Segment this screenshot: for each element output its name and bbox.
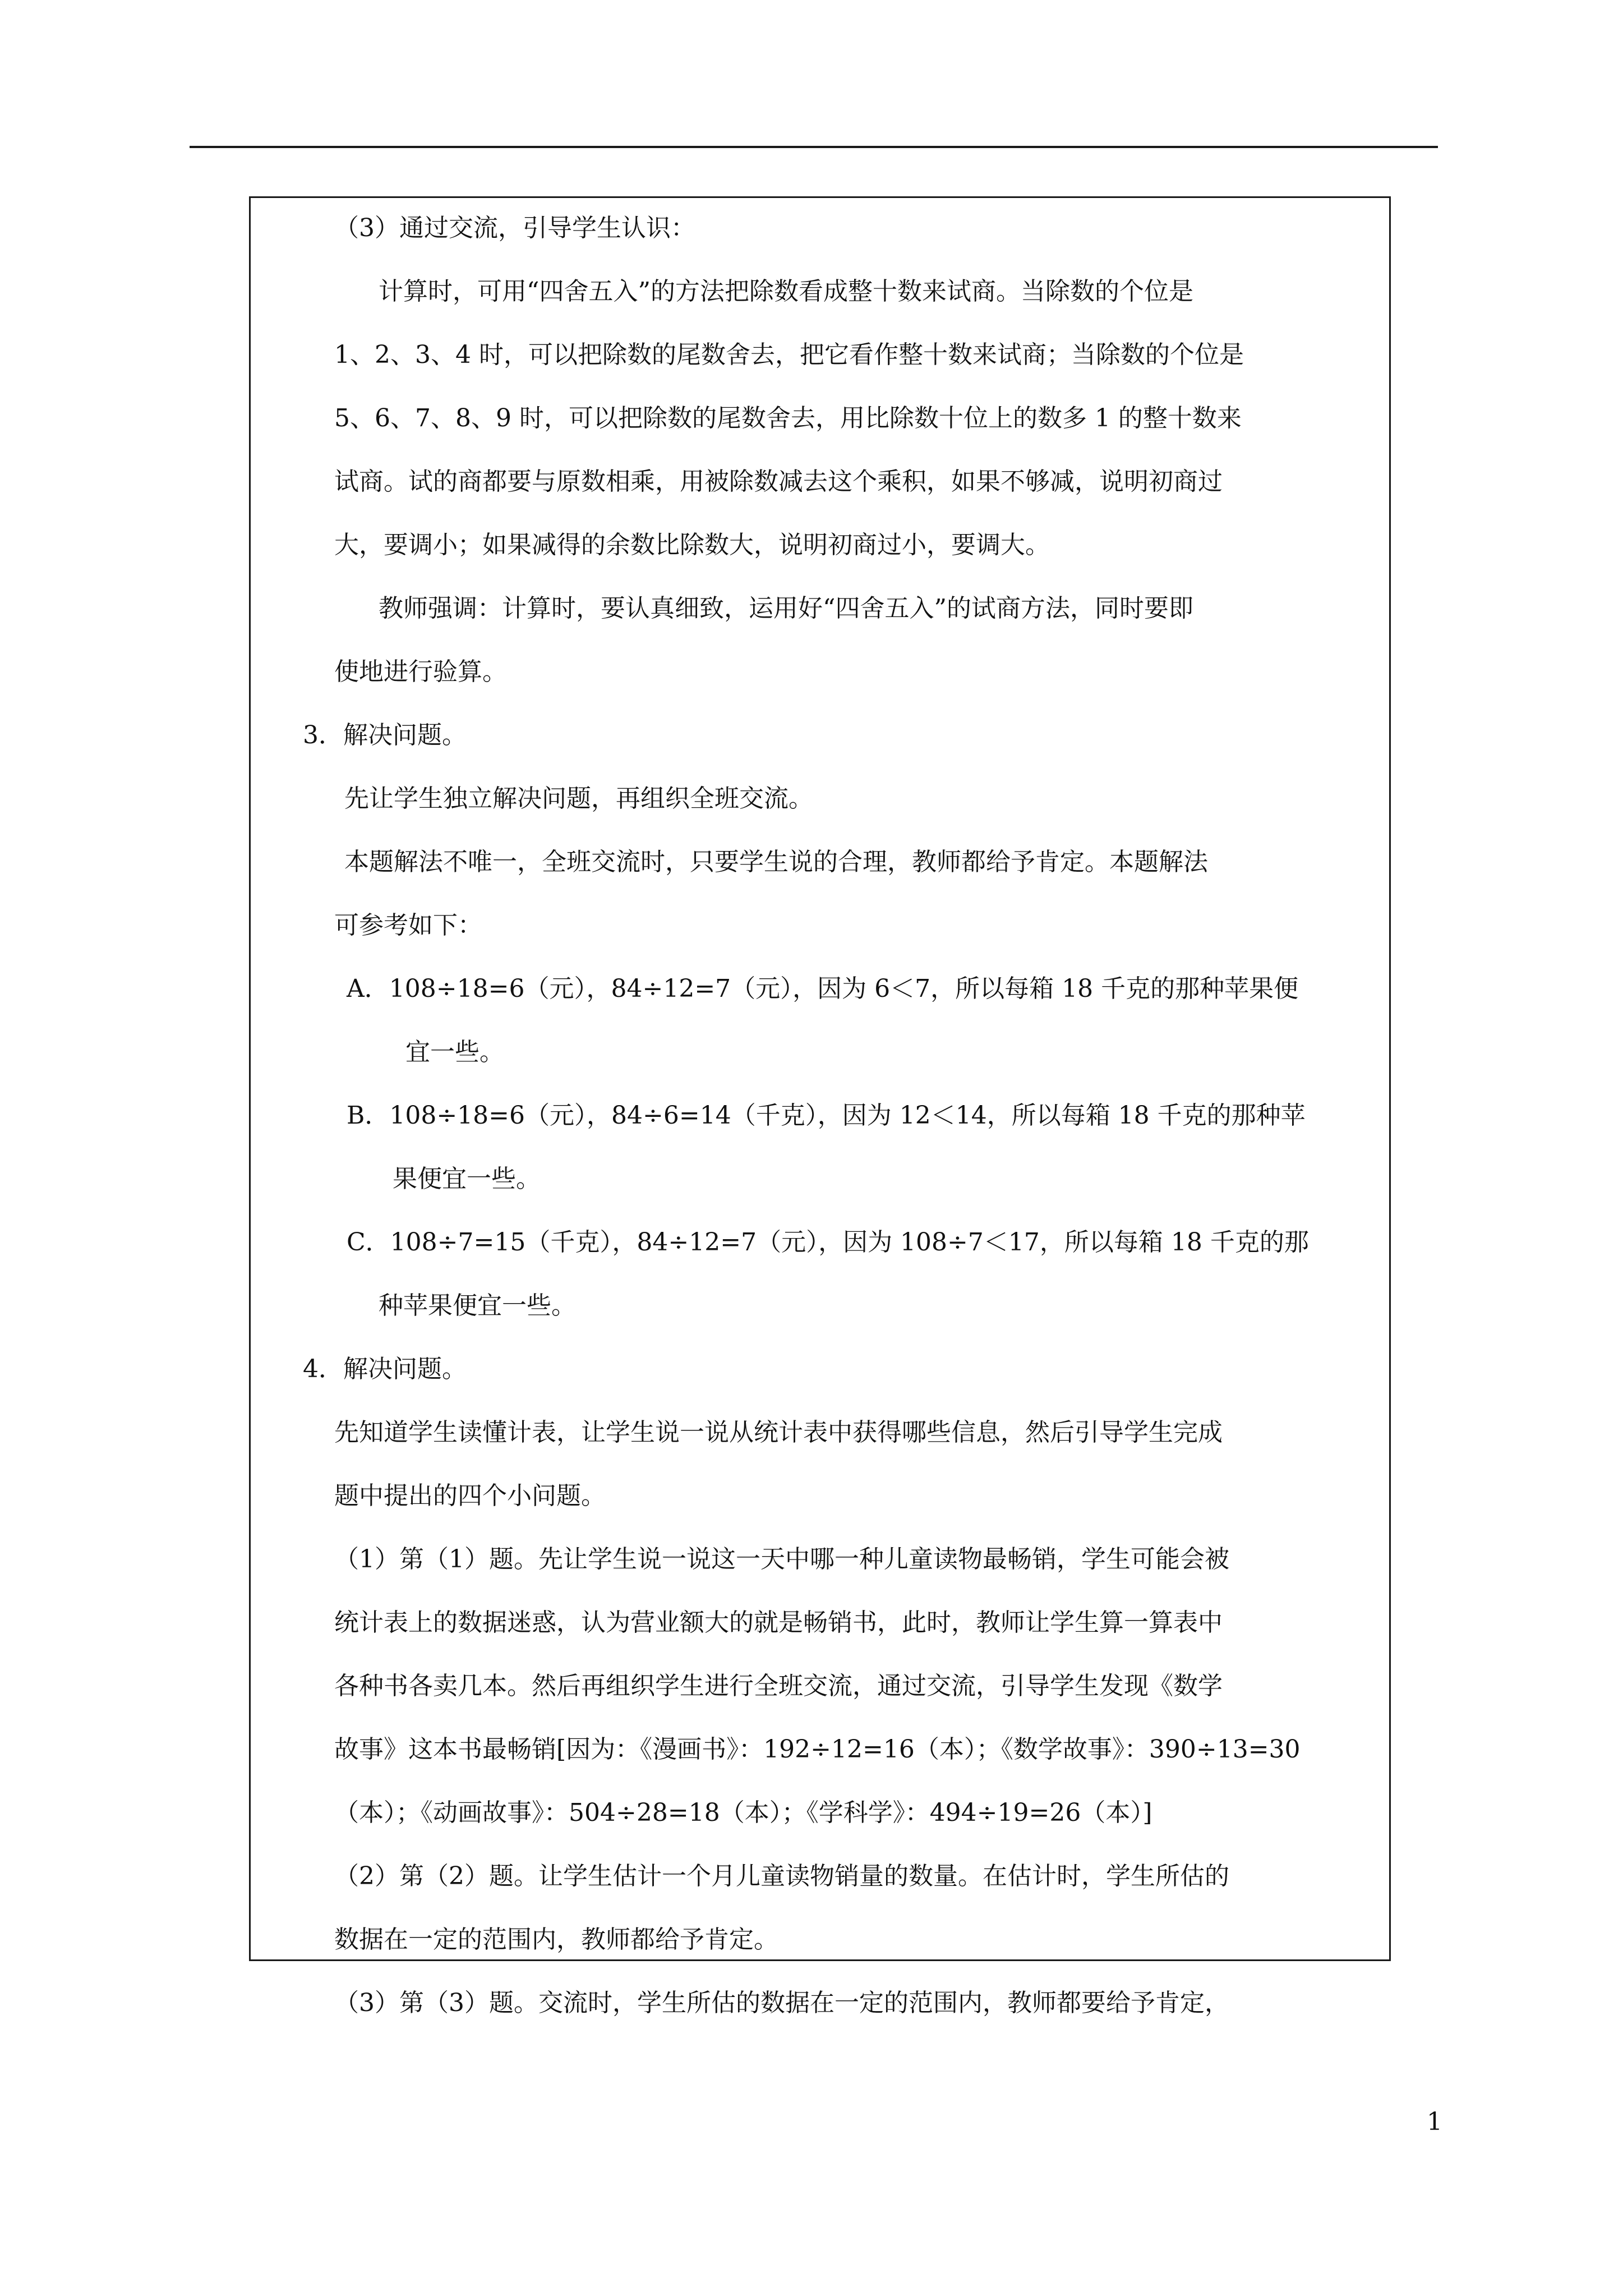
text-line: A．108÷18=6（元），84÷12=7（元），因为 6＜7，所以每箱 18 千克的那种苹果便 xyxy=(347,974,1299,1003)
text-line: 5、6、7、8、9 时，可以把除数的尾数舍去，用比除数十位上的数多 1 的整十数来 xyxy=(334,404,1242,432)
text-line: 各种书各卖几本。然后再组织学生进行全班交流，通过交流，引导学生发现《数学 xyxy=(334,1672,1223,1700)
text-line: 教师强调：计算时，要认真细致，运用好“四舍五入”的试商方法，同时要即 xyxy=(379,594,1193,623)
text-line: （1）第（1）题。先让学生说一说这一天中哪一种儿童读物最畅销，学生可能会被 xyxy=(334,1545,1229,1573)
text-line: （本）；《动画故事》：504÷28=18（本）；《学科学》：494÷19=26（本）] xyxy=(334,1798,1152,1827)
text-line: 试商。试的商都要与原数相乘，用被除数减去这个乘积，如果不够减，说明初商过 xyxy=(334,467,1223,496)
text-line: 使地进行验算。 xyxy=(334,657,507,686)
text-line: 本题解法不唯一，全班交流时，只要学生说的合理，教师都给予肯定。本题解法 xyxy=(344,848,1208,876)
text-line: 大，要调小；如果减得的余数比除数大，说明初商过小，要调大。 xyxy=(334,531,1050,559)
text-line: （3）通过交流，引导学生认识： xyxy=(334,214,695,242)
text-line: 4．解决问题。 xyxy=(303,1355,467,1383)
header-rule xyxy=(190,146,1438,148)
text-line: 数据在一定的范围内，教师都给予肯定。 xyxy=(334,1925,778,1954)
text-line: 先让学生独立解决问题，再组织全班交流。 xyxy=(344,784,813,813)
text-line: 果便宜一些。 xyxy=(393,1165,541,1193)
text-line: 计算时，可用“四舍五入”的方法把除数看成整十数来试商。当除数的个位是 xyxy=(379,277,1193,306)
text-line: 故事》这本书最畅销[因为：《漫画书》：192÷12=16（本）；《数学故事》：390÷13=30 xyxy=(334,1735,1301,1764)
text-line: B．108÷18=6（元），84÷6=14（千克），因为 12＜14，所以每箱 18 千克的那种苹 xyxy=(347,1101,1306,1130)
text-line: 可参考如下： xyxy=(334,911,482,940)
text-line: （3）第（3）题。交流时，学生所估的数据在一定的范围内，教师都要给予肯定， xyxy=(334,1989,1229,2017)
text-line: 统计表上的数据迷惑，认为营业额大的就是畅销书，此时，教师让学生算一算表中 xyxy=(334,1608,1223,1637)
page-number: 1 xyxy=(1427,2108,1442,2136)
text-line: 题中提出的四个小问题。 xyxy=(334,1481,606,1510)
text-line: 宜一些。 xyxy=(405,1038,504,1066)
text-line: 1、2、3、4 时，可以把除数的尾数舍去，把它看作整十数来试商；当除数的个位是 xyxy=(334,341,1244,369)
text-line: 3．解决问题。 xyxy=(303,721,467,749)
text-line: 种苹果便宜一些。 xyxy=(379,1291,576,1320)
text-line: （2）第（2）题。让学生估计一个月儿童读物销量的数量。在估计时，学生所估的 xyxy=(334,1862,1229,1890)
text-line: C．108÷7=15（千克），84÷12=7（元），因为 108÷7＜17，所以每箱 18 千克的那 xyxy=(347,1228,1309,1257)
text-line: 先知道学生读懂计表，让学生说一说从统计表中获得哪些信息，然后引导学生完成 xyxy=(334,1418,1223,1447)
